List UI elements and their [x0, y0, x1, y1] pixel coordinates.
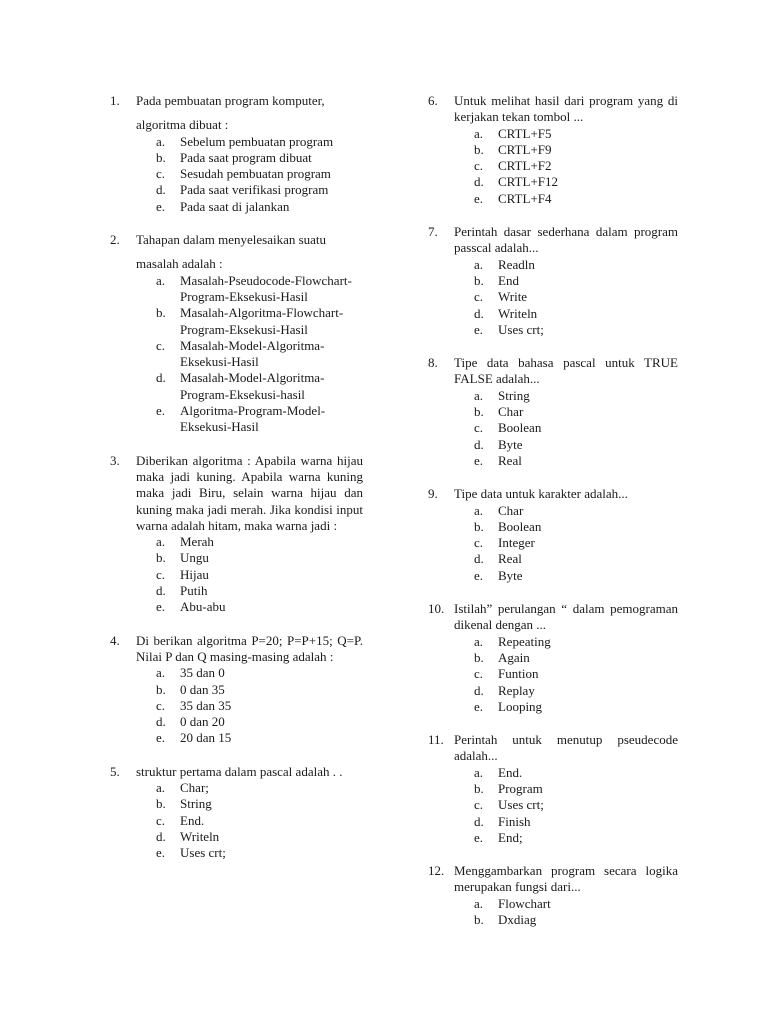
option-text: Looping: [498, 698, 543, 714]
option-letter: d.: [474, 436, 484, 452]
option-letter: e.: [156, 845, 166, 861]
option-text: 0 dan 20: [180, 714, 225, 730]
option-letter: d.: [156, 714, 166, 730]
option-item: [136, 403, 363, 436]
option-letter: e.: [474, 190, 484, 206]
option-text: Uses crt;: [498, 797, 544, 813]
option-text: Replay: [498, 682, 535, 698]
option-text: CRTL+F4: [498, 190, 552, 206]
option-item: [454, 126, 678, 142]
option-letter: a.: [474, 764, 484, 780]
option-item: [454, 781, 678, 797]
option-letter: c.: [474, 289, 484, 305]
option-letter: d.: [474, 174, 484, 190]
option-text: Writeln: [498, 305, 538, 321]
option-letter: d.: [474, 813, 484, 829]
option-item: [454, 912, 678, 928]
option-letter: a.: [474, 633, 484, 649]
option-text: Program: [498, 780, 543, 796]
option-item: [136, 780, 363, 796]
option-text: Flowchart: [498, 895, 551, 911]
option-item: [454, 683, 678, 699]
option-text: CRTL+F5: [498, 125, 552, 141]
question-number: 10.: [428, 601, 445, 617]
option-text: Write: [498, 289, 528, 305]
option-text: Char: [498, 502, 524, 518]
options-list: [136, 780, 363, 861]
option-letter: d.: [156, 828, 166, 844]
option-letter: a.: [474, 502, 484, 518]
option-text: Real: [498, 452, 522, 468]
option-item: [454, 634, 678, 650]
option-text: Masalah-Algoritma-Flowchart-Program-Eksekusi-Hasil: [180, 305, 344, 337]
option-text: Uses crt;: [498, 321, 544, 337]
option-letter: e.: [474, 567, 484, 583]
question-block: [110, 633, 363, 747]
option-text: Readln: [498, 256, 535, 272]
option-item: [136, 567, 363, 583]
option-item: [454, 699, 678, 715]
option-letter: b.: [156, 681, 166, 697]
option-item: [454, 257, 678, 273]
option-text: 0 dan 35: [180, 681, 225, 697]
option-item: [454, 650, 678, 666]
question-number: 4.: [110, 632, 120, 648]
option-item: [136, 730, 363, 746]
option-text: Ungu: [180, 550, 209, 566]
option-letter: e.: [156, 198, 166, 214]
question-block: [110, 232, 363, 436]
option-item: [136, 829, 363, 845]
option-letter: c.: [474, 797, 484, 813]
question-block: [110, 453, 363, 616]
option-letter: b.: [474, 518, 484, 534]
question-text: Istilah” perulangan “ dalam pemograman dikenal dengan ...: [454, 601, 678, 633]
option-letter: a.: [474, 387, 484, 403]
question-text: Perintah untuk menutup pseudecode adalah...: [454, 732, 678, 764]
option-letter: a.: [474, 125, 484, 141]
option-item: [136, 698, 363, 714]
option-item: [136, 682, 363, 698]
option-item: [136, 796, 363, 812]
option-letter: e.: [156, 403, 166, 419]
option-text: Pada saat program dibuat: [180, 149, 312, 165]
option-letter: a.: [474, 895, 484, 911]
option-item: [454, 191, 678, 207]
option-item: [136, 583, 363, 599]
option-item: [454, 519, 678, 535]
option-letter: b.: [474, 780, 484, 796]
option-text: Byte: [498, 436, 523, 452]
options-list: [454, 126, 678, 207]
option-letter: c.: [474, 666, 484, 682]
option-letter: a.: [156, 779, 166, 795]
option-letter: b.: [474, 141, 484, 157]
option-item: [454, 388, 678, 404]
question-number: 3.: [110, 452, 120, 468]
question-number: 7.: [428, 224, 438, 240]
option-item: [454, 503, 678, 519]
options-list: [454, 634, 678, 715]
left-column: [110, 93, 363, 878]
question-block: [428, 355, 678, 469]
question-block: [428, 732, 678, 846]
question-text: Untuk melihat hasil dari program yang di kerjakan tekan tombol ...: [454, 93, 678, 125]
option-item: [454, 551, 678, 567]
question-number: 11.: [428, 732, 444, 748]
question-text: Menggambarkan program secara logika merupakan fungsi dari...: [454, 863, 678, 895]
option-item: [454, 453, 678, 469]
options-list: [454, 257, 678, 338]
option-item: [136, 199, 363, 215]
question-text: struktur pertama dalam pascal adalah . .: [136, 763, 343, 779]
option-letter: c.: [156, 566, 166, 582]
option-text: Funtion: [498, 666, 539, 682]
option-text: Abu-abu: [180, 599, 226, 615]
question-block: [428, 93, 678, 207]
option-item: [136, 182, 363, 198]
option-item: [136, 338, 363, 371]
option-text: Hijau: [180, 566, 209, 582]
option-letter: d.: [474, 682, 484, 698]
option-item: [454, 666, 678, 682]
option-item: [454, 568, 678, 584]
option-item: [136, 599, 363, 615]
option-text: Byte: [498, 567, 523, 583]
option-item: [454, 420, 678, 436]
option-letter: b.: [474, 912, 484, 928]
options-list: [136, 665, 363, 746]
option-item: [454, 896, 678, 912]
options-list: [136, 534, 363, 615]
option-text: Char: [498, 404, 524, 420]
option-item: [136, 370, 363, 403]
option-text: Dxdiag: [498, 912, 537, 928]
option-item: [454, 289, 678, 305]
option-text: Again: [498, 649, 530, 665]
option-text: Char;: [180, 779, 209, 795]
options-list: [454, 388, 678, 469]
option-item: [136, 305, 363, 338]
option-letter: c.: [156, 697, 166, 713]
option-text: Sesudah pembuatan program: [180, 166, 331, 182]
option-text: End.: [180, 812, 205, 828]
option-letter: a.: [474, 256, 484, 272]
question-number: 8.: [428, 355, 438, 371]
option-text: End;: [498, 829, 523, 845]
option-text: Algoritma-Program-Model-Eksekusi-Hasil: [180, 403, 326, 435]
option-text: Real: [498, 551, 522, 567]
option-item: [454, 797, 678, 813]
option-letter: e.: [474, 698, 484, 714]
option-text: Masalah-Pseudocode-Flowchart-Program-Eksekusi-Hasil: [180, 272, 352, 304]
option-text: Integer: [498, 535, 535, 551]
option-letter: c.: [156, 812, 166, 828]
option-item: [454, 142, 678, 158]
option-letter: d.: [156, 182, 166, 198]
option-letter: e.: [156, 599, 166, 615]
option-text: Finish: [498, 813, 531, 829]
option-text: 35 dan 0: [180, 665, 225, 681]
option-letter: b.: [474, 649, 484, 665]
option-letter: e.: [474, 452, 484, 468]
option-item: [454, 814, 678, 830]
option-item: [136, 150, 363, 166]
option-letter: b.: [156, 550, 166, 566]
option-letter: b.: [156, 149, 166, 165]
option-text: 35 dan 35: [180, 697, 232, 713]
question-number: 1.: [110, 93, 120, 108]
option-text: Putih: [180, 583, 208, 599]
question-number: 9.: [428, 486, 438, 502]
option-item: [454, 535, 678, 551]
option-item: [454, 437, 678, 453]
option-letter: c.: [474, 158, 484, 174]
option-letter: e.: [156, 730, 166, 746]
option-item: [136, 534, 363, 550]
option-item: [136, 813, 363, 829]
option-text: End: [498, 272, 519, 288]
option-item: [454, 273, 678, 289]
option-letter: d.: [156, 583, 166, 599]
question-text: Tipe data bahasa pascal untuk TRUE FALSE adalah...: [454, 355, 678, 387]
right-column: [428, 93, 678, 945]
question-text: Tahapan dalam menyelesaikan suatu: [136, 232, 327, 248]
question-block: [110, 764, 363, 862]
option-text: Pada saat di jalankan: [180, 198, 290, 214]
option-letter: c.: [156, 337, 166, 353]
option-letter: d.: [156, 370, 166, 386]
option-text: Boolean: [498, 518, 542, 534]
option-item: [454, 306, 678, 322]
option-text: Masalah-Model-Algoritma-Eksekusi-Hasil: [180, 337, 325, 370]
option-letter: a.: [156, 665, 166, 681]
option-text: CRTL+F2: [498, 158, 552, 174]
option-item: [136, 134, 363, 150]
option-letter: b.: [156, 305, 166, 321]
option-letter: c.: [474, 535, 484, 551]
option-letter: b.: [474, 272, 484, 288]
option-text: String: [498, 387, 530, 403]
option-item: [454, 765, 678, 781]
option-item: [454, 830, 678, 846]
question-text: Perintah dasar sederhana dalam program passcal adalah...: [454, 224, 678, 256]
option-text: Pada saat verifikasi program: [180, 182, 329, 198]
option-text: Sebelum pembuatan program: [180, 133, 334, 149]
option-letter: c.: [156, 166, 166, 182]
option-text: Merah: [180, 534, 214, 550]
question-text: Di berikan algoritma P=20; P=P+15; Q=P. Nilai P dan Q masing-masing adalah :: [136, 632, 363, 664]
option-item: [136, 665, 363, 681]
option-item: [454, 158, 678, 174]
question-text: Diberikan algoritma : Apabila warna hijau maka jadi kuning. Apabila warna kuning maka jadi Biru, selain warna hijau dan kuning maka jadi merah. Jika kondisi input warna adalah hitam, maka warna jadi :: [136, 452, 363, 533]
question-text: masalah adalah :: [136, 256, 223, 272]
option-text: Boolean: [498, 420, 542, 436]
option-item: [454, 322, 678, 338]
options-list: [136, 273, 363, 436]
options-list: [454, 503, 678, 584]
question-block: [110, 93, 363, 215]
option-item: [136, 273, 363, 306]
option-letter: e.: [474, 829, 484, 845]
option-letter: b.: [156, 796, 166, 812]
question-block: [428, 863, 678, 928]
option-text: End.: [498, 764, 523, 780]
option-text: Repeating: [498, 633, 551, 649]
option-item: [454, 174, 678, 190]
option-letter: a.: [156, 133, 166, 149]
option-text: String: [180, 796, 212, 812]
option-letter: d.: [474, 305, 484, 321]
question-text: Pada pembuatan program komputer,: [136, 93, 325, 108]
option-letter: a.: [156, 272, 166, 288]
question-number: 5.: [110, 763, 120, 779]
option-letter: b.: [474, 404, 484, 420]
option-letter: a.: [156, 534, 166, 550]
option-text: CRTL+F9: [498, 141, 552, 157]
question-text: algoritma dibuat :: [136, 117, 229, 133]
question-number: 12.: [428, 863, 445, 879]
option-text: Masalah-Model-Algoritma-Program-Eksekusi-hasil: [180, 370, 325, 402]
question-text: Tipe data untuk karakter adalah...: [454, 486, 628, 502]
option-item: [454, 404, 678, 420]
options-list: [454, 765, 678, 846]
option-letter: c.: [474, 420, 484, 436]
option-text: 20 dan 15: [180, 730, 232, 746]
option-letter: e.: [474, 321, 484, 337]
question-number: 6.: [428, 93, 438, 108]
option-letter: d.: [474, 551, 484, 567]
option-text: Uses crt;: [180, 845, 226, 861]
option-text: Writeln: [180, 828, 220, 844]
question-block: [428, 486, 678, 584]
question-number: 2.: [110, 232, 120, 248]
option-item: [136, 166, 363, 182]
option-text: CRTL+F12: [498, 174, 559, 190]
question-block: [428, 224, 678, 338]
question-block: [428, 601, 678, 715]
option-item: [136, 845, 363, 861]
options-list: [454, 896, 678, 929]
option-item: [136, 714, 363, 730]
options-list: [136, 134, 363, 215]
option-item: [136, 550, 363, 566]
